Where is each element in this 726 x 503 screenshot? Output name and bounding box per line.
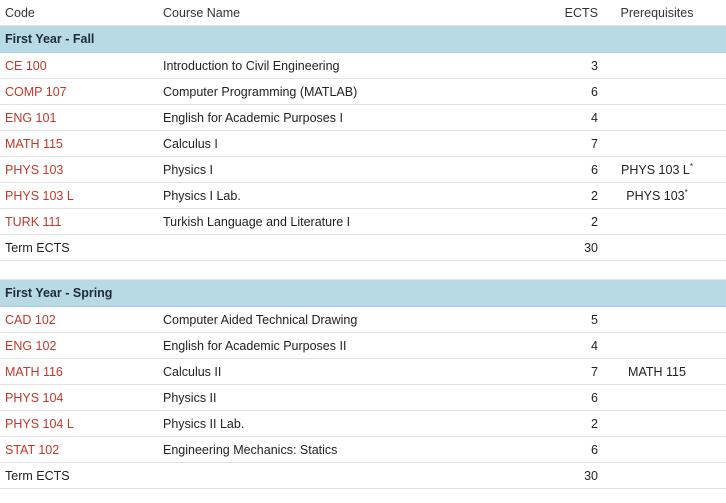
- term-ects-row: [0, 235, 726, 261]
- prerequisite-text: PHYS 103: [626, 189, 685, 203]
- course-ects: 7: [591, 365, 598, 379]
- course-prerequisites: [616, 157, 698, 183]
- course-row: [0, 437, 726, 463]
- course-code-link[interactable]: MATH 116: [5, 365, 63, 379]
- term-ects-label: Term ECTS: [5, 469, 70, 483]
- header-code: Code: [5, 6, 35, 20]
- section-spacer: [0, 261, 726, 280]
- course-ects: 2: [591, 215, 598, 229]
- course-name: Engineering Mechanics: Statics: [163, 443, 338, 457]
- course-prerequisites: [616, 183, 698, 209]
- course-name: Turkish Language and Literature I: [163, 215, 351, 229]
- course-row: [0, 183, 726, 209]
- course-row: [0, 359, 726, 385]
- course-code-link[interactable]: PHYS 104 L: [5, 417, 74, 431]
- course-ects: 6: [591, 391, 598, 405]
- course-name: English for Academic Purposes II: [163, 339, 347, 353]
- course-name: Calculus II: [163, 365, 222, 379]
- term-ects-row: [0, 463, 726, 489]
- course-ects: 2: [591, 417, 598, 431]
- course-row: [0, 307, 726, 333]
- course-code-link[interactable]: STAT 102: [5, 443, 60, 457]
- course-name: Physics I: [163, 163, 214, 177]
- section-header: [0, 280, 726, 307]
- course-row: [0, 53, 726, 79]
- course-ects: 4: [591, 339, 598, 353]
- course-code-link[interactable]: ENG 101: [5, 111, 57, 125]
- table-header: [0, 0, 726, 26]
- section-header: [0, 26, 726, 53]
- course-ects: 5: [591, 313, 598, 327]
- course-name: Physics I Lab.: [163, 189, 241, 203]
- course-name: Computer Programming (MATLAB): [163, 85, 358, 99]
- header-ects: ECTS: [564, 6, 598, 20]
- course-ects: 3: [591, 59, 598, 73]
- course-code-link[interactable]: MATH 115: [5, 137, 63, 151]
- term-ects-value: 30: [584, 241, 598, 255]
- course-row: [0, 79, 726, 105]
- course-code-link[interactable]: PHYS 104: [5, 391, 64, 405]
- prerequisite-mark: *: [689, 162, 693, 171]
- prerequisite-mark: *: [684, 188, 688, 197]
- course-name: Introduction to Civil Engineering: [163, 59, 340, 73]
- course-code-link[interactable]: ENG 102: [5, 339, 57, 353]
- term-ects-value: 30: [584, 469, 598, 483]
- course-code-link[interactable]: CE 100: [5, 59, 47, 73]
- course-row: [0, 131, 726, 157]
- course-name: Computer Aided Technical Drawing: [163, 313, 358, 327]
- section-title: First Year - Fall: [5, 32, 95, 46]
- course-row: [0, 209, 726, 235]
- table-body: [0, 26, 726, 489]
- prerequisite-text: MATH 115: [628, 365, 686, 379]
- course-code-link[interactable]: PHYS 103: [5, 163, 64, 177]
- section-title: First Year - Spring: [5, 286, 113, 300]
- course-name: Physics II Lab.: [163, 417, 245, 431]
- course-name: English for Academic Purposes I: [163, 111, 343, 125]
- course-name: Physics II: [163, 391, 217, 405]
- course-row: [0, 411, 726, 437]
- header-prerequisites: Prerequisites: [620, 6, 694, 20]
- course-prerequisites: [616, 359, 698, 385]
- prerequisite-text: PHYS 103 L: [621, 163, 690, 177]
- course-name: Calculus I: [163, 137, 218, 151]
- course-row: [0, 385, 726, 411]
- course-ects: 6: [591, 443, 598, 457]
- course-ects: 2: [591, 189, 598, 203]
- header-course-name: Course Name: [163, 6, 241, 20]
- course-row: [0, 333, 726, 359]
- course-ects: 6: [591, 85, 598, 99]
- course-ects: 4: [591, 111, 598, 125]
- course-row: [0, 157, 726, 183]
- course-row: [0, 105, 726, 131]
- term-ects-label: Term ECTS: [5, 241, 70, 255]
- course-code-link[interactable]: CAD 102: [5, 313, 56, 327]
- course-code-link[interactable]: TURK 111: [5, 215, 62, 229]
- course-ects: 7: [591, 137, 598, 151]
- course-code-link[interactable]: COMP 107: [5, 85, 67, 99]
- course-ects: 6: [591, 163, 598, 177]
- course-code-link[interactable]: PHYS 103 L: [5, 189, 74, 203]
